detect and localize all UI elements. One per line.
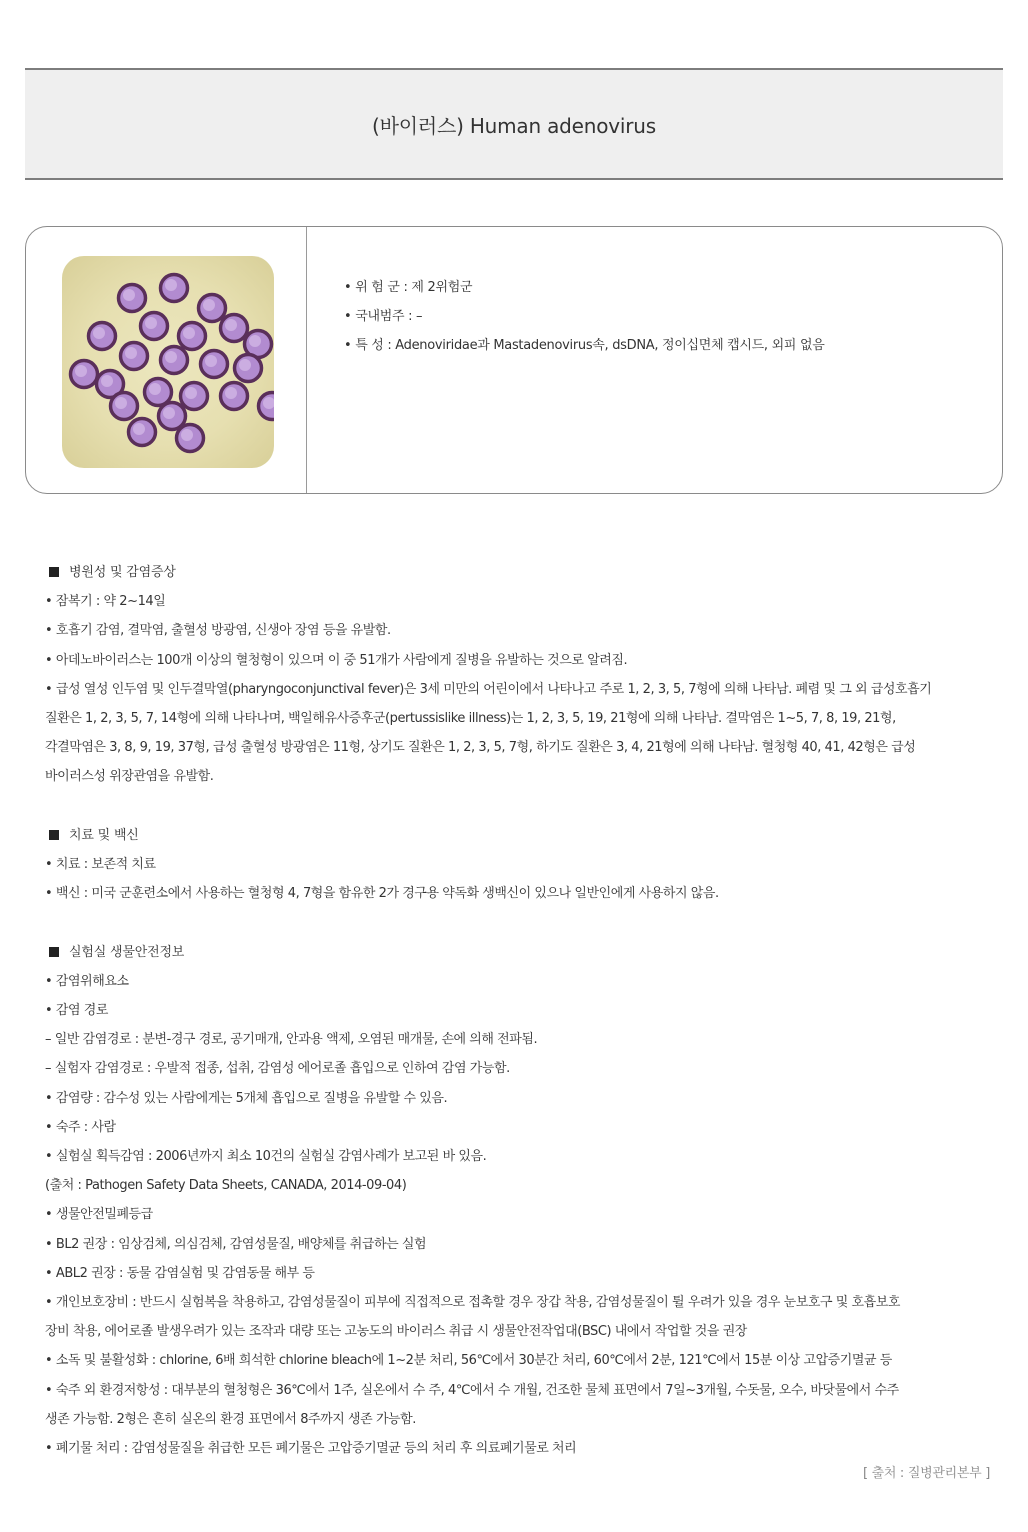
virus-particle-highlight [93, 327, 105, 339]
property-domestic-category: • 국내범주 : – [344, 309, 423, 324]
text-line: – 실험자 감염경로 : 우발적 접종, 섭취, 감염성 에어로졸 흡입으로 인하여 감염 가능함. [45, 1061, 510, 1077]
text-line: • 소독 및 불활성화 : chlorine, 6배 희석한 chlorine bleach에 1~2분 처리, 56℃에서 30분간 처리, 60℃에서 2분, 121℃에서 15분 이상 고압증기멸균 등 [45, 1353, 892, 1369]
content-body [45, 558, 995, 1463]
property-characteristics: • 특 성 : Adenoviridae과 Mastadenovirus속, dsDNA, 정이십면체 캡시드, 외피 없음 [344, 338, 825, 353]
property-risk-group: • 위 험 군 : 제 2위험군 [344, 280, 473, 295]
text-line: • 폐기물 처리 : 감염성물질을 취급한 모든 폐기물은 고압증기멸균 등의 처리 후 의료폐기물로 처리 [45, 1441, 577, 1457]
virus-particle-highlight [149, 383, 161, 395]
page-title: (바이러스) Human adenovirus [371, 113, 656, 138]
text-line: • 숙주 : 사람 [45, 1119, 116, 1135]
text-line: • 잠복기 : 약 2~14일 [45, 594, 166, 610]
square-bullet-icon [49, 830, 59, 840]
text-line: • 감염 경로 [45, 1003, 109, 1019]
virus-particle-highlight [165, 279, 177, 291]
info-card [25, 226, 1003, 494]
virus-particle-highlight [185, 387, 197, 399]
text-line: • 생물안전밀폐등급 [45, 1207, 153, 1223]
virus-particle-highlight [115, 397, 127, 409]
virus-particle-highlight [75, 365, 87, 377]
virus-particle-highlight [145, 317, 157, 329]
text-line: • BL2 권장 : 임상검체, 의심검체, 감염성물질, 배양체를 취급하는 실험 [45, 1236, 427, 1252]
section-heading-lab: 실험실 생물안전정보 [45, 938, 995, 967]
properties-list [344, 273, 824, 360]
virus-particle-highlight [239, 359, 251, 371]
virus-particle-highlight [203, 299, 215, 311]
virus-particle-highlight [101, 375, 113, 387]
text-line: 질환은 1, 2, 3, 5, 7, 14형에 의해 나타나며, 백일해유사증후군(pertussislike illness)는 1, 2, 3, 5, 19, 21형에 의해 나타남. 결막염은 1~5, 7, 8, 19, 21형, [45, 711, 896, 727]
virus-particle-highlight [125, 347, 137, 359]
virus-particle-highlight [181, 429, 193, 441]
text-line: (출처 : Pathogen Safety Data Sheets, CANADA, 2014-09-04) [45, 1178, 407, 1194]
text-line: 장비 착용, 에어로졸 발생우려가 있는 조작과 대량 또는 고농도의 바이러스 취급 시 생물안전작업대(BSC) 내에서 작업할 것을 권장 [45, 1324, 747, 1340]
virus-particle-highlight [225, 319, 237, 331]
text-line: 생존 가능함. 2형은 흔히 실온의 환경 표면에서 8주까지 생존 가능함. [45, 1411, 416, 1427]
card-divider [306, 227, 307, 493]
text-line: 바이러스성 위장관염을 유발함. [45, 769, 214, 785]
text-line: • 감염량 : 감수성 있는 사람에게는 5개체 흡입으로 질병을 유발할 수 있음. [45, 1090, 448, 1106]
virus-particle-highlight [163, 407, 175, 419]
text-line: • 백신 : 미국 군훈련소에서 사용하는 혈청형 4, 7형을 함유한 2가 경구용 약독화 생백신이 있으나 일반인에게 사용하지 않음. [45, 886, 719, 902]
text-line: • 급성 열성 인두염 및 인두결막열(pharyngoconjunctival fever)은 3세 미만의 어린이에서 나타나고 주로 1, 2, 3, 5, 7형에 의해 나타남. 폐렴 및 그 외 급성호흡기 [45, 681, 932, 697]
virus-particles-graphic [62, 256, 274, 468]
square-bullet-icon [49, 567, 59, 577]
source-credit: [ 출처 : 질병관리본부 ] [862, 1466, 990, 1481]
text-line: – 일반 감염경로 : 분변-경구 경로, 공기매개, 안과용 액제, 오염된 매개물, 손에 의해 전파됨. [45, 1032, 538, 1048]
spacer [45, 908, 995, 937]
text-line: • 개인보호장비 : 반드시 실험복을 착용하고, 감염성물질이 피부에 직접적으로 접촉할 경우 장갑 착용, 감염성물질이 튈 우려가 있을 경우 눈보호구 및 호흡보호 [45, 1295, 900, 1311]
text-line: • 호흡기 감염, 결막염, 출혈성 방광염, 신생아 장염 등을 유발함. [45, 623, 391, 639]
virus-particle-highlight [165, 351, 177, 363]
virus-particle-highlight [123, 289, 135, 301]
text-line: • 숙주 외 환경저항성 : 대부분의 혈청형은 36℃에서 1주, 실온에서 수 주, 4℃에서 수 개월, 건조한 물체 표면에서 7일~3개월, 수돗물, 오수, 바닷물에서 수주 [45, 1382, 899, 1398]
virus-particle-highlight [133, 423, 145, 435]
virus-particle-highlight [249, 335, 261, 347]
virus-micrograph-image [62, 256, 274, 468]
text-line: 각결막염은 3, 8, 9, 19, 37형, 급성 출혈성 방광염은 11형, 상기도 질환은 1, 2, 3, 5, 7형, 하기도 질환은 3, 4, 21형에 의해 나타남. 혈청형 40, 41, 42형은 급성 [45, 740, 916, 756]
title-bar [25, 68, 1003, 180]
text-line: • ABL2 권장 : 동물 감염실험 및 감염동물 해부 등 [45, 1265, 315, 1281]
virus-particle-highlight [225, 387, 237, 399]
section-heading-pathogenicity: 병원성 및 감염증상 [45, 558, 995, 587]
virus-particle-highlight [205, 355, 217, 367]
square-bullet-icon [49, 947, 59, 957]
virus-particle-highlight [183, 327, 195, 339]
text-line: • 감염위해요소 [45, 973, 129, 989]
text-line: • 치료 : 보존적 치료 [45, 857, 156, 873]
text-line: • 아데노바이러스는 100개 이상의 혈청형이 있으며 이 중 51개가 사람에게 질병을 유발하는 것으로 알려짐. [45, 652, 628, 668]
spacer [45, 792, 995, 821]
section-heading-treatment: 치료 및 백신 [45, 821, 995, 850]
text-line: • 실험실 획득감염 : 2006년까지 최소 10건의 실험실 감염사례가 보고된 바 있음. [45, 1149, 487, 1165]
